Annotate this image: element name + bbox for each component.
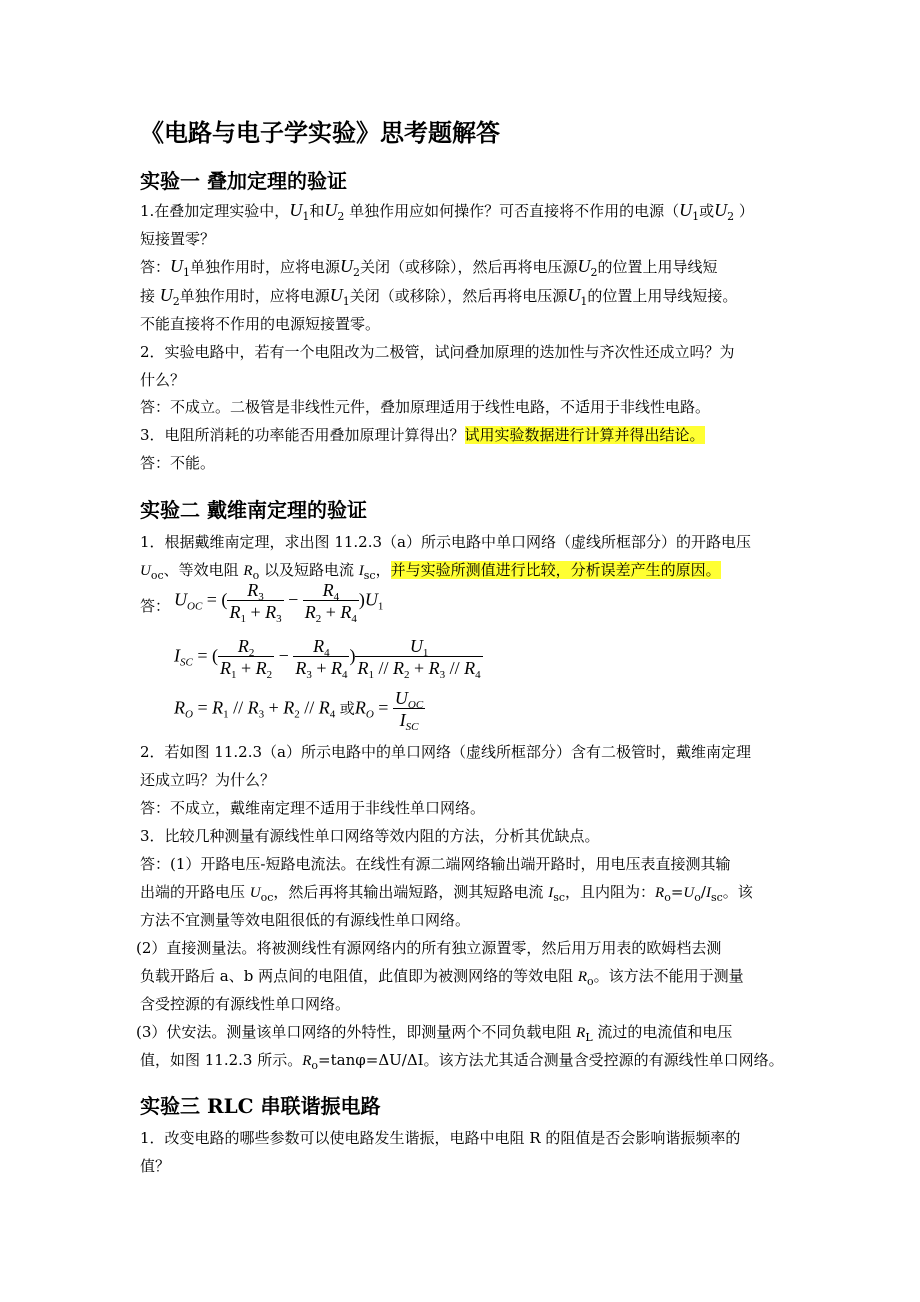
exp2-a3-line7: (3）伏安法。测量该单口网络的外特性，即测量两个不同负载电阻 $R_L$ 流过的电流值和电压 [136,1023,733,1044]
exp2-a3-line3: 方法不宜测量等效电阻很低的有源线性单口网络。 [140,911,471,929]
exp1-a1-line3: 不能直接将不作用的电源短接置零。 [140,315,381,333]
formula-ro: $R_O = R_1 // R_3 + R_2 // R_4$ 或$R_O$ = $\frac{U_{OC}}{I_{SC}}$ [174,688,424,733]
exp2-q1-line2: $U_{oc}$、等效电阻 $R_o$ 以及短路电流 $I_{sc}$，并与实验所测值进行比较，分析误差产生的原因。 [140,561,721,582]
exp1-a2: 答：不成立。二极管是非线性元件，叠加原理适用于线性电路，不适用于非线性电路。 [140,398,711,416]
exp1-q1-line1: 1.在叠加定理实验中，$U_1$和$U_2$ 单独作用应如何操作？可否直接将不作用的电源（$U_1$或$U_2$ ） [140,200,754,223]
exp3-q1-line2: 值？ [140,1157,171,1175]
exp2-a3-line5: 负载开路后 a、b 两点间的电阻值，此值即为被测网络的等效电阻 $R_o$。该方法不能用于测量 [140,967,744,988]
exp1-a3: 答：不能。 [140,454,216,472]
exp1-q2-line2: 什么？ [140,371,186,389]
highlight-note: 并与实验所测值进行比较，分析误差产生的原因。 [390,561,721,579]
answer-label: 答： [140,597,171,615]
section-heading-exp2: 实验二 戴维南定理的验证 [140,498,367,522]
formula-uoc: $U_{OC}$ = ( $\frac{R_3}{R_1 + R_3}$ − $\frac{R_4}{R_2 + R_4}$ )$U_1$ [174,580,384,625]
exp1-a1-line1: 答：$U_1$单独作用时，应将电源$U_2$关闭（或移除），然后再将电压源$U_2$的位置上用导线短 [140,256,718,279]
highlight-note: 试用实验数据进行计算并得出结论。 [464,426,705,444]
formula-isc: $I_{SC}$ = ( $\frac{R_2}{R_1 + R_2}$ − $\frac{R_4}{R_3 + R_4}$ ) $\frac{U_1}{R_1 // R_2 + R_3 // R_4}$ [174,636,481,681]
exp2-q2-line1: 2．若如图 11.2.3（a）所示电路中的单口网络（虚线所框部分）含有二极管时，戴维南定理 [140,743,751,761]
exp1-q3: 3．电阻所消耗的功率能否用叠加原理计算得出？试用实验数据进行计算并得出结论。 [140,426,705,444]
section-heading-exp1: 实验一 叠加定理的验证 [140,169,347,193]
exp2-q3: 3．比较几种测量有源线性单口网络等效内阻的方法，分析其优缺点。 [140,827,600,845]
exp2-a3-line4: (2）直接测量法。将被测线性有源网络内的所有独立源置零，然后用万用表的欧姆档去测 [136,939,722,957]
section-heading-exp3: 实验三 RLC 串联谐振电路 [140,1094,381,1118]
exp2-a3-line1: 答：(1）开路电压-短路电流法。在线性有源二端网络输出端开路时，用电压表直接测其输 [140,855,731,873]
exp1-q1-line2: 短接置零？ [140,230,216,248]
exp2-a2: 答：不成立，戴维南定理不适用于非线性单口网络。 [140,799,486,817]
exp2-a3-line6: 含受控源的有源线性单口网络。 [140,995,351,1013]
exp2-a3-line8: 值，如图 11.2.3 所示。$R_o=\tan\varphi=\Delta U/\Delta I$。该方法尤其适合测量含受控源的有源线性单口网络。 [140,1051,784,1072]
exp2-q2-line2: 还成立吗？为什么？ [140,771,276,789]
exp1-a1-line2: 接 $U_2$单独作用时，应将电源$U_1$关闭（或移除），然后再将电压源$U_1$的位置上用导线短接。 [140,285,738,308]
exp2-q1-line1: 1．根据戴维南定理，求出图 11.2.3（a）所示电路中单口网络（虚线所框部分）的开路电压 [140,533,751,551]
page-title: 《电路与电子学实验》思考题解答 [140,118,500,147]
exp1-q2-line1: 2．实验电路中，若有一个电阻改为二极管，试问叠加原理的迭加性与齐次性还成立吗？为 [140,343,735,361]
exp3-q1-line1: 1．改变电路的哪些参数可以使电路发生谐振，电路中电阻 R 的阻值是否会影响谐振频率的 [140,1129,741,1147]
exp2-a3-line2: 出端的开路电压 $U_{oc}$，然后再将其输出端短路，测其短路电流 $I_{sc}$，且内阻为：$R_o=U_o/I_{sc}$。该 [140,883,753,904]
